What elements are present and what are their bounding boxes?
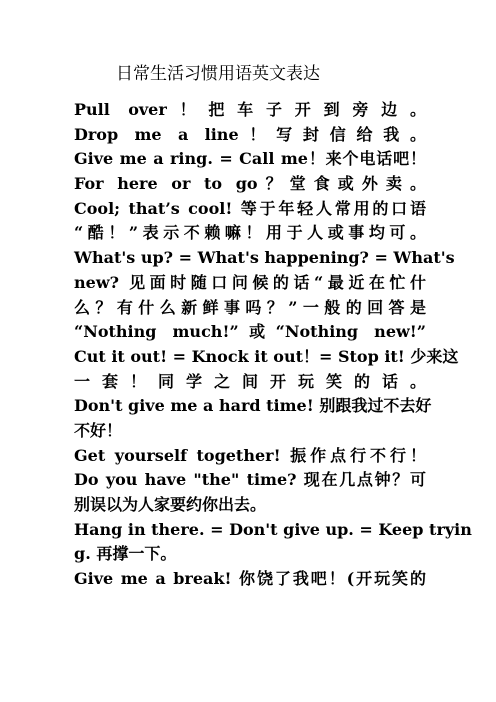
text-line: 么？有什么新鲜事吗？”一般的回答是: [74, 297, 426, 317]
document-body: [74, 98, 472, 592]
text-line: new? 见面时随口问候的话“最近在忙什: [74, 272, 426, 292]
text-line: “酷！”表示不赖嘛！用于人或事均可。: [74, 223, 426, 243]
text-line: “Nothing much!”或“Nothing new!”: [74, 322, 426, 342]
text-line: 不好！: [74, 420, 123, 440]
text-line: For here or to go？堂食或外卖。: [74, 174, 426, 194]
text-line: Pull over！把车子开到旁边。: [74, 100, 426, 119]
text-line: 别误以为人家要约你出去。: [74, 495, 267, 514]
text-line: Cut it out! = Knock it out！= Stop it! 少来这: [74, 346, 459, 366]
text-line: Give me a ring. = Call me！来个电话吧！: [74, 149, 426, 169]
text-line: Get yourself together! 振作点行不行！: [74, 445, 426, 465]
text-line: Cool; that’s cool! 等于年轻人常用的口语: [74, 198, 426, 218]
text-line: 一套！同学之间开玩笑的话。: [74, 371, 426, 391]
text-line: Hang in there. = Don't give up. = Keep tryin: [74, 519, 472, 539]
document-title: 日常生活习惯用语英文表达: [116, 64, 320, 84]
text-line: Give me a break! 你饶了我吧！(开玩笑的: [74, 569, 426, 589]
text-line: Don't give me a hard time! 别跟我过不去好: [74, 396, 432, 416]
text-line: What's up? = What's happening? = What's: [74, 248, 455, 268]
text-line: g. 再撑一下。: [74, 544, 177, 564]
text-line: Do you have "the" time? 现在几点钟？可: [74, 470, 426, 490]
text-line: Drop me a line！写封信给我。: [74, 124, 426, 144]
